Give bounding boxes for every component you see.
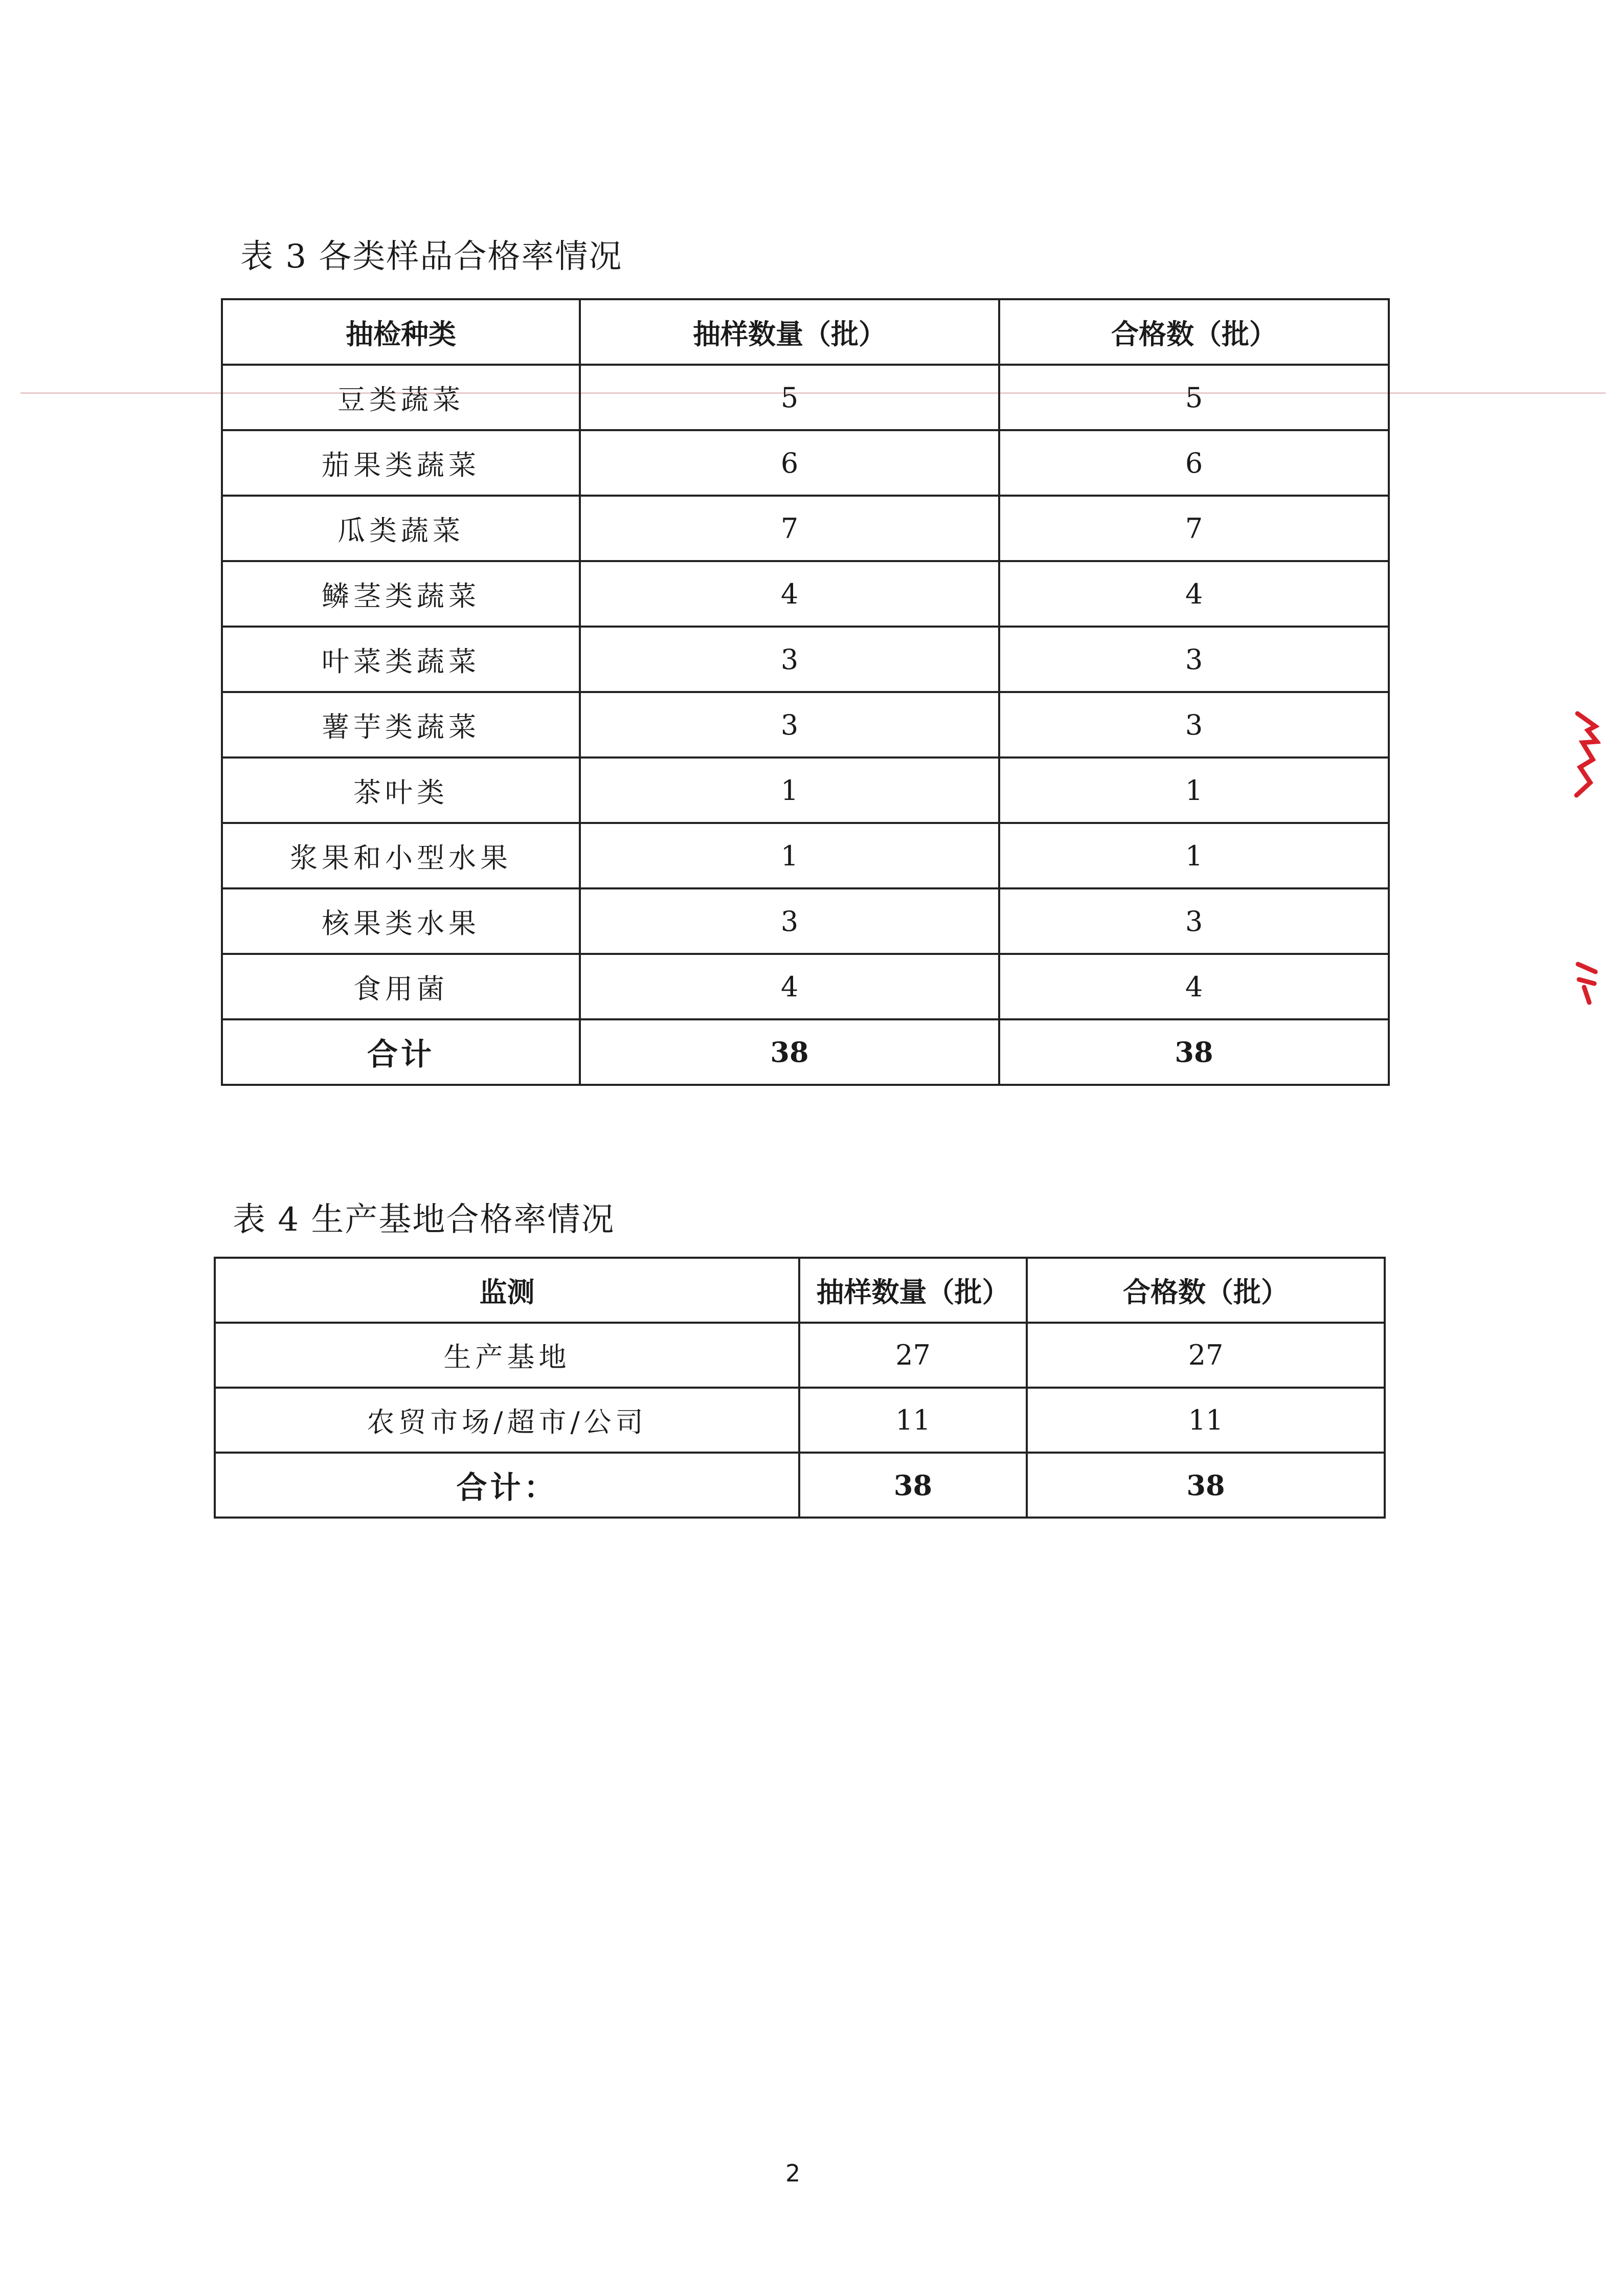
row-sampled: 7 xyxy=(580,496,999,561)
row-sampled: 5 xyxy=(580,365,999,430)
row-qualified: 3 xyxy=(999,888,1389,954)
row-category: 鳞茎类蔬菜 xyxy=(222,561,580,627)
table-row xyxy=(215,1388,1385,1453)
header-sampled: 抽样数量（批） xyxy=(580,299,999,365)
row-category: 茶叶类 xyxy=(222,757,580,823)
table-header-row xyxy=(222,299,1389,365)
table-row xyxy=(222,954,1389,1019)
row-qualified: 1 xyxy=(999,757,1389,823)
table4-production-base-pass-rate xyxy=(214,1257,1386,1519)
row-category: 瓜类蔬菜 xyxy=(222,496,580,561)
table-row xyxy=(222,692,1389,757)
total-sampled: 38 xyxy=(799,1453,1027,1518)
header-qualified: 合格数（批） xyxy=(999,299,1389,365)
row-sampled: 1 xyxy=(580,823,999,888)
red-seal-fragment-icon xyxy=(1572,711,1601,798)
total-qualified: 38 xyxy=(999,1019,1389,1085)
table-row xyxy=(215,1323,1385,1388)
row-category: 叶菜类蔬菜 xyxy=(222,627,580,692)
row-qualified: 27 xyxy=(1027,1323,1385,1388)
row-qualified: 4 xyxy=(999,561,1389,627)
table-row xyxy=(222,627,1389,692)
header-qualified: 合格数（批） xyxy=(1027,1258,1385,1323)
row-qualified: 3 xyxy=(999,627,1389,692)
red-seal-fragment-icon xyxy=(1574,959,1599,1005)
row-category: 薯芋类蔬菜 xyxy=(222,692,580,757)
table4-caption: 表 4 生产基地合格率情况 xyxy=(233,1201,615,1239)
total-qualified: 38 xyxy=(1027,1453,1385,1518)
table3-category-pass-rate xyxy=(221,298,1390,1086)
row-qualified: 3 xyxy=(999,692,1389,757)
table-total-row xyxy=(222,1019,1389,1085)
table-row xyxy=(222,757,1389,823)
table-row xyxy=(222,365,1389,430)
row-sampled: 3 xyxy=(580,627,999,692)
row-sampled: 4 xyxy=(580,954,999,1019)
row-sampled: 3 xyxy=(580,692,999,757)
row-sampled: 1 xyxy=(580,757,999,823)
row-qualified: 7 xyxy=(999,496,1389,561)
row-category: 浆果和小型水果 xyxy=(222,823,580,888)
table-row xyxy=(222,496,1389,561)
total-label: 合计 xyxy=(222,1019,580,1085)
total-sampled: 38 xyxy=(580,1019,999,1085)
row-category: 食用菌 xyxy=(222,954,580,1019)
row-sampled: 3 xyxy=(580,888,999,954)
table-row xyxy=(222,561,1389,627)
row-sampled: 27 xyxy=(799,1323,1027,1388)
table-row xyxy=(222,888,1389,954)
row-category: 豆类蔬菜 xyxy=(222,365,580,430)
row-category: 生产基地 xyxy=(215,1323,799,1388)
table3-caption: 表 3 各类样品合格率情况 xyxy=(240,238,623,276)
row-qualified: 4 xyxy=(999,954,1389,1019)
header-sampled: 抽样数量（批） xyxy=(799,1258,1027,1323)
total-label: 合计： xyxy=(215,1453,799,1518)
table-header-row xyxy=(215,1258,1385,1323)
table-row xyxy=(222,823,1389,888)
row-sampled: 4 xyxy=(580,561,999,627)
row-sampled: 11 xyxy=(799,1388,1027,1453)
row-category: 茄果类蔬菜 xyxy=(222,430,580,496)
table-row xyxy=(222,430,1389,496)
table-total-row xyxy=(215,1453,1385,1518)
page-number: 2 xyxy=(785,2159,801,2187)
row-sampled: 6 xyxy=(580,430,999,496)
row-qualified: 5 xyxy=(999,365,1389,430)
row-qualified: 1 xyxy=(999,823,1389,888)
row-category: 核果类水果 xyxy=(222,888,580,954)
row-qualified: 11 xyxy=(1027,1388,1385,1453)
header-category: 抽检种类 xyxy=(222,299,580,365)
header-monitoring: 监测 xyxy=(215,1258,799,1323)
row-qualified: 6 xyxy=(999,430,1389,496)
row-category: 农贸市场/超市/公司 xyxy=(215,1388,799,1453)
